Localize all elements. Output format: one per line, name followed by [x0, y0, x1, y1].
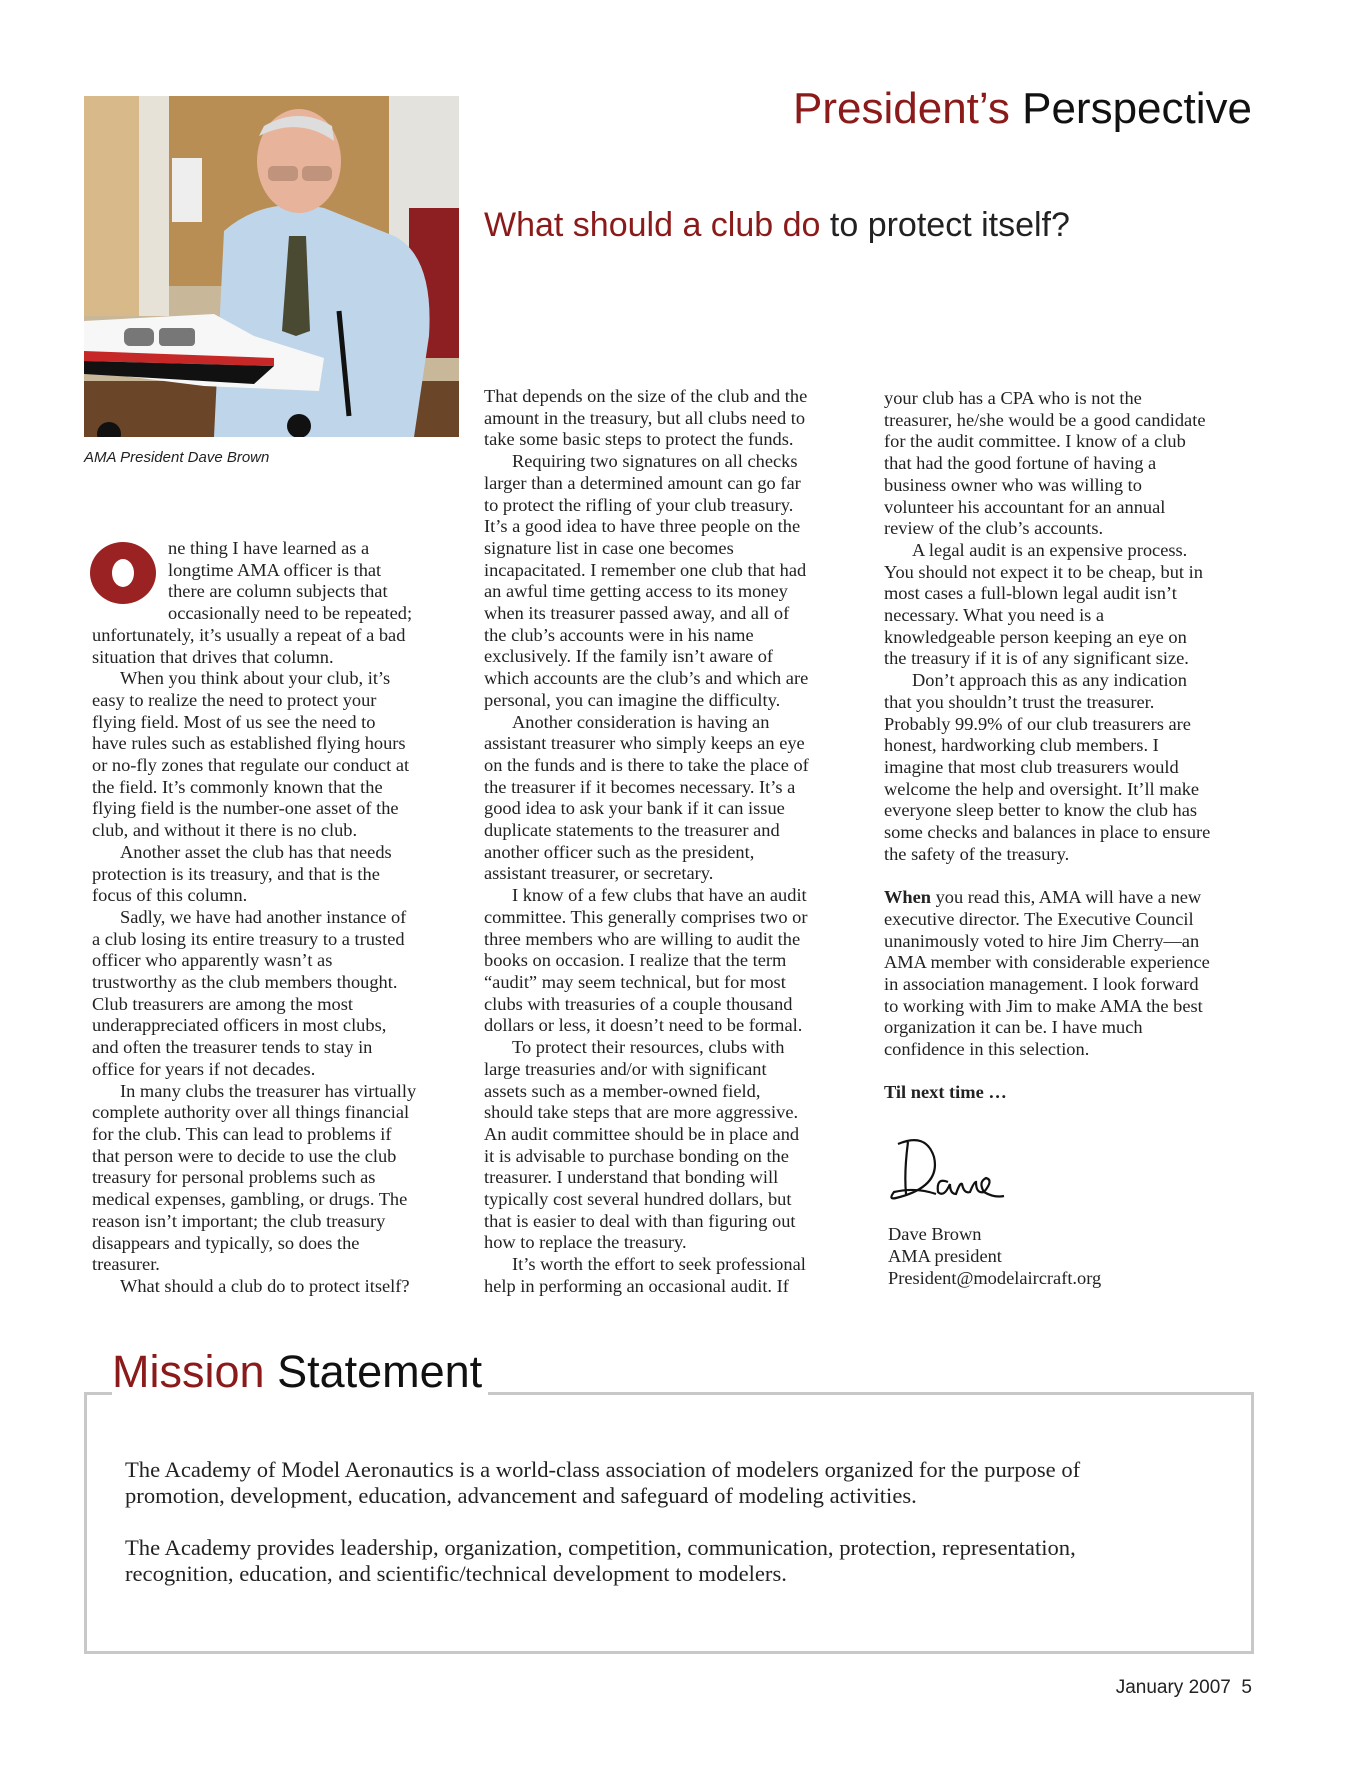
paragraph-text: ne thing I have learned as a longtime AMA officer is that there are column subjects that occasionally need to be repeated; unfortunately, it’s usually a repeat of a bad situation that drives that column.: [92, 538, 413, 667]
paragraph: I know of a few clubs that have an audit committee. This generally comprises two or three members who are willing to audit the books on occasion. I realize that the term “audit” may seem technical, but for most clubs with treasuries of a couple thousand dollars or less, it doesn’t need to be formal.: [484, 885, 808, 1036]
page-footer: [1116, 1677, 1252, 1699]
signoff: [884, 1082, 1254, 1104]
paragraph: To protect their resources, clubs with large treasuries and/or with significant assets such as a member-owned field, should take steps that are more aggressive. An audit committee should be in place and it is advisable to purchase bonding on the treasurer. I understand that bonding will typically cost several hundred dollars, but that is easier to deal with than figuring out how to replace the treasury.: [484, 1037, 800, 1253]
paragraph: Don’t approach this as any indication that you shouldn’t trust the treasurer. Probably 99.9% of our club treasurers are honest, hardworking club members. I imagine that most club treasurers would welcome the help and oversight. It’ll make everyone sleep better to know the club has some checks and balances in place to ensure the safety of the treasury.: [884, 670, 1211, 864]
issue-date: January 2007: [1115, 1677, 1231, 1698]
article-column-1: [92, 538, 462, 1298]
paragraph: Sadly, we have had another instance of a club losing its entire treasury to a trusted officer who apparently wasn’t as trustworthy as the club members thought. Club treasurers are among the most underappreciated officers in most clubs, and often the treasurer tends to stay in office for years if not decades.: [92, 906, 407, 1079]
dropcap-o: [90, 542, 156, 604]
paragraph: When you think about your club, it’s easy to realize the need to protect your flying field. Most of us see the need to have rules such as established flying hours or no-fly zones that regulate our conduct at the field. It’s commonly known that the flying field is the number-one asset of the club, and without it there is no club.: [92, 668, 410, 841]
news-lead: When: [884, 887, 932, 908]
mission-heading: [112, 1346, 488, 1398]
mission-statement-box: [84, 1392, 1254, 1654]
title-main: Perspective: [1022, 84, 1252, 133]
paragraph: Another asset the club has that needs protection is its treasury, and that is the focus of this column.: [92, 841, 392, 906]
news-paragraph: [884, 887, 1254, 1061]
author-title: AMA president: [888, 1245, 1002, 1266]
paragraph: What should a club do to protect itself?: [120, 1275, 410, 1296]
title-accent: President’s: [793, 84, 1010, 133]
article-subtitle: [484, 206, 1070, 245]
subtitle-accent: What should a club do: [484, 206, 821, 244]
subtitle-main: to protect itself?: [829, 206, 1070, 244]
paragraph: A legal audit is an expensive process. You should not expect it to be cheap, but in most cases a full-blown legal audit isn’t necessary. What you need is a knowledgeable person keeping an eye on the treasury if it is of any significant size.: [884, 539, 1203, 669]
signoff-text: Til next time …: [884, 1082, 1007, 1103]
paragraph: Another consideration is having an assistant treasurer who simply keeps an eye on the funds and is there to take the place of the treasurer if it becomes necessary. It’s a good idea to ask your bank if it can issue duplicate statements to the treasurer and another officer such as the president, assistant treasurer, or secretary.: [484, 711, 809, 884]
author-email[interactable]: President@modelaircraft.org: [888, 1267, 1102, 1288]
paragraph: Requiring two signatures on all checks larger than a determined amount can go far to protect the rifling of your club treasury. It’s a good idea to have three people on the signature list in case one becomes incapacitated. I remember one club that had an awful time getting access to its money when its treasurer passed away, and all of the club’s accounts were in his name exclusively. If the family isn’t aware of which accounts are the club’s and which are personal, you can imagine the difficulty.: [484, 451, 809, 710]
mission-heading-main: Statement: [277, 1346, 483, 1397]
mission-heading-accent: Mission: [112, 1346, 265, 1397]
article-column-2: [484, 386, 854, 1298]
page-number: 5: [1241, 1677, 1252, 1698]
mission-paragraph: The Academy provides leadership, organization, competition, communication, protection, representation, recognition, education, and scientific/technical development to modelers.: [125, 1535, 1076, 1586]
paragraph: It’s worth the effort to seek professional help in performing an occasional audit. If: [484, 1254, 806, 1296]
signature-image: [886, 1132, 1016, 1208]
photo-caption: AMA President Dave Brown: [84, 449, 270, 466]
author-name: Dave Brown: [888, 1224, 982, 1245]
page-title: [793, 84, 1252, 134]
paragraph: [92, 538, 462, 668]
paragraph: In many clubs the treasurer has virtually complete authority over all things financial for the club. This can lead to problems if that person were to decide to use the club treasury for personal problems such as medical expenses, gambling, or drugs. The reason isn’t important; the club treasury disappears and typically, so does the treasurer.: [92, 1080, 417, 1275]
article-column-3: [884, 388, 1254, 1289]
paragraph: That depends on the size of the club and the amount in the treasury, but all clubs need to take some basic steps to protect the funds.: [484, 386, 808, 450]
president-photo: [84, 96, 459, 437]
paragraph: your club has a CPA who is not the treasurer, he/she would be a good candidate for the audit committee. I know of a club that had the good fortune of having a business owner who was willing to volunteer his accountant for an annual review of the club’s accounts.: [884, 388, 1206, 539]
news-body: you read this, AMA will have a new executive director. The Executive Council unanimously voted to hire Jim Cherry—an AMA member with considerable experience in association management. I look forward to working with Jim to make AMA the best organization it can be. I have much confidence in this selection.: [884, 887, 1210, 1060]
mission-paragraph: The Academy of Model Aeronautics is a world-class association of modelers organized for the purpose of promotion, development, education, advancement and safeguard of modeling activities.: [125, 1457, 1081, 1508]
